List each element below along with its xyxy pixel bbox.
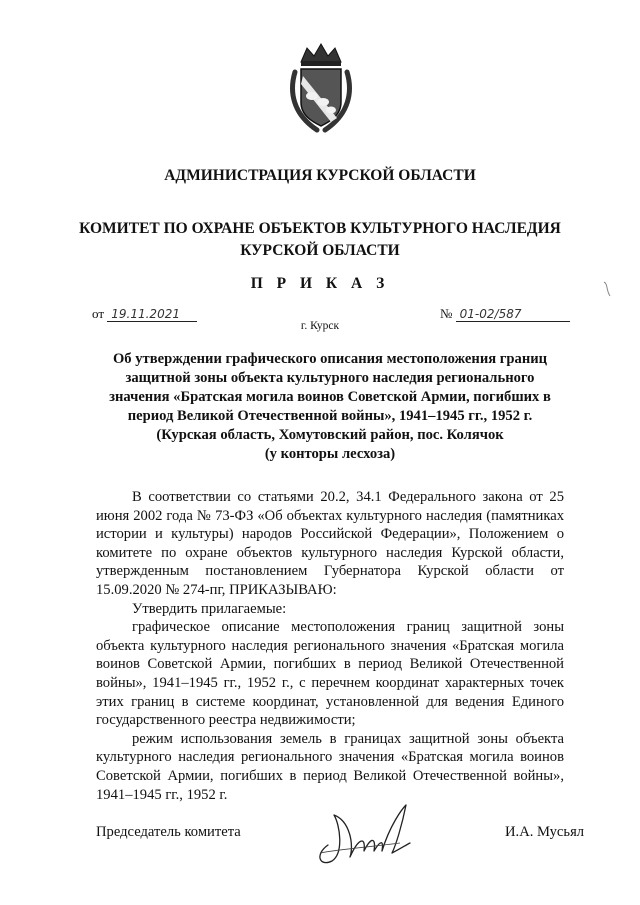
body-paragraph: графическое описание местоположения границ защитной зоны объекта культурного наследия регионального значения «Братская могила воинов Советской Армии, погибших в период Великой Отечественной войны», 1941–1945 гг., 1952 г., с перечнем координат характерных точек этих границ в системе координат, установленной для ведения Единого государственного реестра недвижимости; [96,619,564,729]
signer-name: И.А. Мусьял [505,824,585,840]
margin-mark-icon [600,280,614,298]
subject-line: Об утверждении графического описания местоположения границ [112,351,548,367]
subject-line: период Великой Отечественной войны», 1941–1945 гг., 1952 г. [127,408,533,424]
committee-title-line2: КУРСКОЙ ОБЛАСТИ [240,242,400,259]
signature-icon [310,795,420,870]
date-value: 19.11.2021 [107,307,197,322]
committee-title [0,218,640,262]
date-prefix: от [92,306,105,321]
body-paragraph: В соответствии со статьями 20.2, 34.1 Федерального закона от 25 июня 2002 года № 73-ФЗ «Об объектах культурного наследия (памятниках истории и культуры) народов Российской Федерации», Положением о комитете по охране объектов культурного наследия Курской области, утвержденным постановлением Губернатора Курской области от 15.09.2020 № 274-пг, ПРИКАЗЫВАЮ: [96,489,564,598]
number-prefix: № [440,306,453,321]
number-value: 01-02/587 [456,307,570,322]
administration-title: АДМИНИСТРАЦИЯ КУРСКОЙ ОБЛАСТИ [164,167,476,184]
subject-line: защитной зоны объекта культурного наследия регионального [125,370,535,386]
kursk-coat-of-arms-icon [287,42,355,134]
subject-line: значения «Братская могила воинов Советской Армии, погибших в [109,389,551,405]
order-subject [100,350,560,464]
city: г. Курск [300,320,340,332]
body-paragraph: Утвердить прилагаемые: [132,600,287,617]
signer-position: Председатель комитета [96,824,241,840]
committee-title-line1: КОМИТЕТ ПО ОХРАНЕ ОБЪЕКТОВ КУЛЬТУРНОГО НАСЛЕДИЯ [79,220,561,237]
subject-line: (у конторы лесхоза) [264,446,396,462]
subject-line: (Курская область, Хомутовский район, пос. Колячок [156,427,504,443]
body-paragraph: режим использования земель в границах защитной зоны объекта культурного наследия регионального значения «Братская могила воинов Советской Армии, погибших в период Великой Отечественной войны», 1941–1945 гг., 1952 г. [96,730,564,803]
order-body [96,488,564,804]
document-type: П Р И К А З [250,275,390,292]
